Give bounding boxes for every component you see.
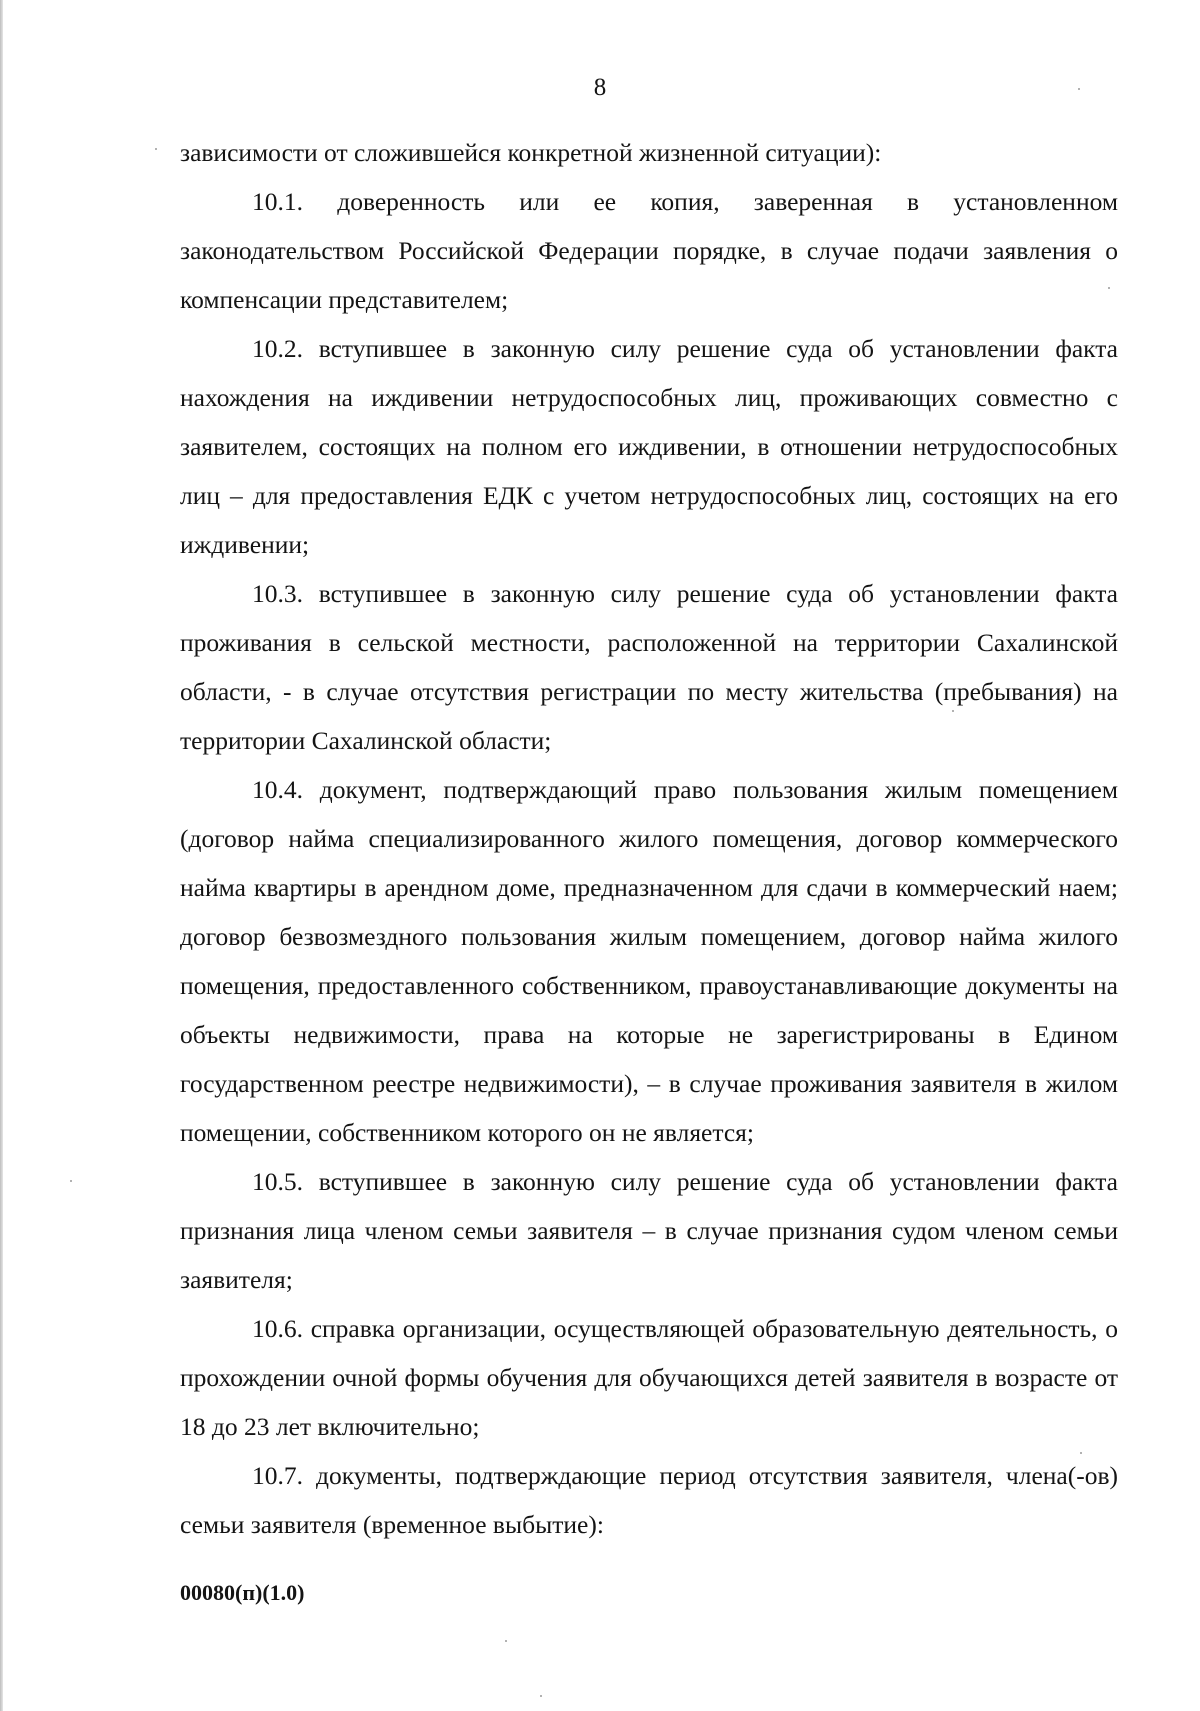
paragraph-10-7: 10.7. документы, подтверждающие период отсутствия заявителя, члена(-ов) семьи заявителя (временное выбытие): <box>180 1461 1118 1539</box>
paragraph-10-5: 10.5. вступившее в законную силу решение суда об установлении факта признания лица членом семьи заявителя – в случае признания судом членом семьи заявителя; <box>180 1167 1118 1294</box>
scan-speck <box>70 1180 72 1182</box>
paragraph-10-1: 10.1. доверенность или ее копия, заверенная в установленном законодательством Российской Федерации порядке, в случае подачи заявления о компенсации представителем; <box>180 187 1118 314</box>
document-body <box>180 128 1118 1549</box>
scan-left-edge <box>0 0 3 1711</box>
paragraph-10-3: 10.3. вступившее в законную силу решение суда об установлении факта проживания в сельской местности, расположенной на территории Сахалинской области, - в случае отсутствия регистрации по месту жительства (пребывания) на территории Сахалинской области; <box>180 579 1118 755</box>
scan-speck <box>505 1640 507 1642</box>
scan-speck <box>540 1695 542 1697</box>
paragraph-10-4: 10.4. документ, подтверждающий право пользования жилым помещением (договор найма специализированного жилого помещения, договор коммерческого найма квартиры в арендном доме, предназначенном для сдачи в коммерческий наем; договор безвозмездного пользования жилым помещением, договор найма жилого помещения, предоставленного собственником, правоустанавливающие документы на объекты недвижимости, права на которые не зарегистрированы в Едином государственном реестре недвижимости), – в случае проживания заявителя в жилом помещении, собственником которого он не является; <box>180 775 1118 1147</box>
scan-speck <box>155 148 157 150</box>
page-number: 8 <box>593 74 607 101</box>
document-code: 00080(п)(1.0) <box>180 1580 305 1605</box>
paragraph-continuation: зависимости от сложившейся конкретной жизненной ситуации): <box>180 138 882 167</box>
scan-speck <box>1080 1452 1082 1454</box>
scan-speck <box>1108 287 1110 289</box>
paragraph-10-6: 10.6. справка организации, осуществляющей образовательную деятельность, о прохождении очной формы обучения для обучающихся детей заявителя в возрасте от 18 до 23 лет включительно; <box>180 1314 1118 1441</box>
scan-speck <box>1078 88 1080 90</box>
scan-speck <box>952 710 954 712</box>
paragraph-10-2: 10.2. вступившее в законную силу решение суда об установлении факта нахождения на иждивении нетрудоспособных лиц, проживающих совместно с заявителем, состоящих на полном его иждивении, в отношении нетрудоспособных лиц – для предоставления ЕДК с учетом нетрудоспособных лиц, состоящих на его иждивении; <box>180 334 1118 559</box>
